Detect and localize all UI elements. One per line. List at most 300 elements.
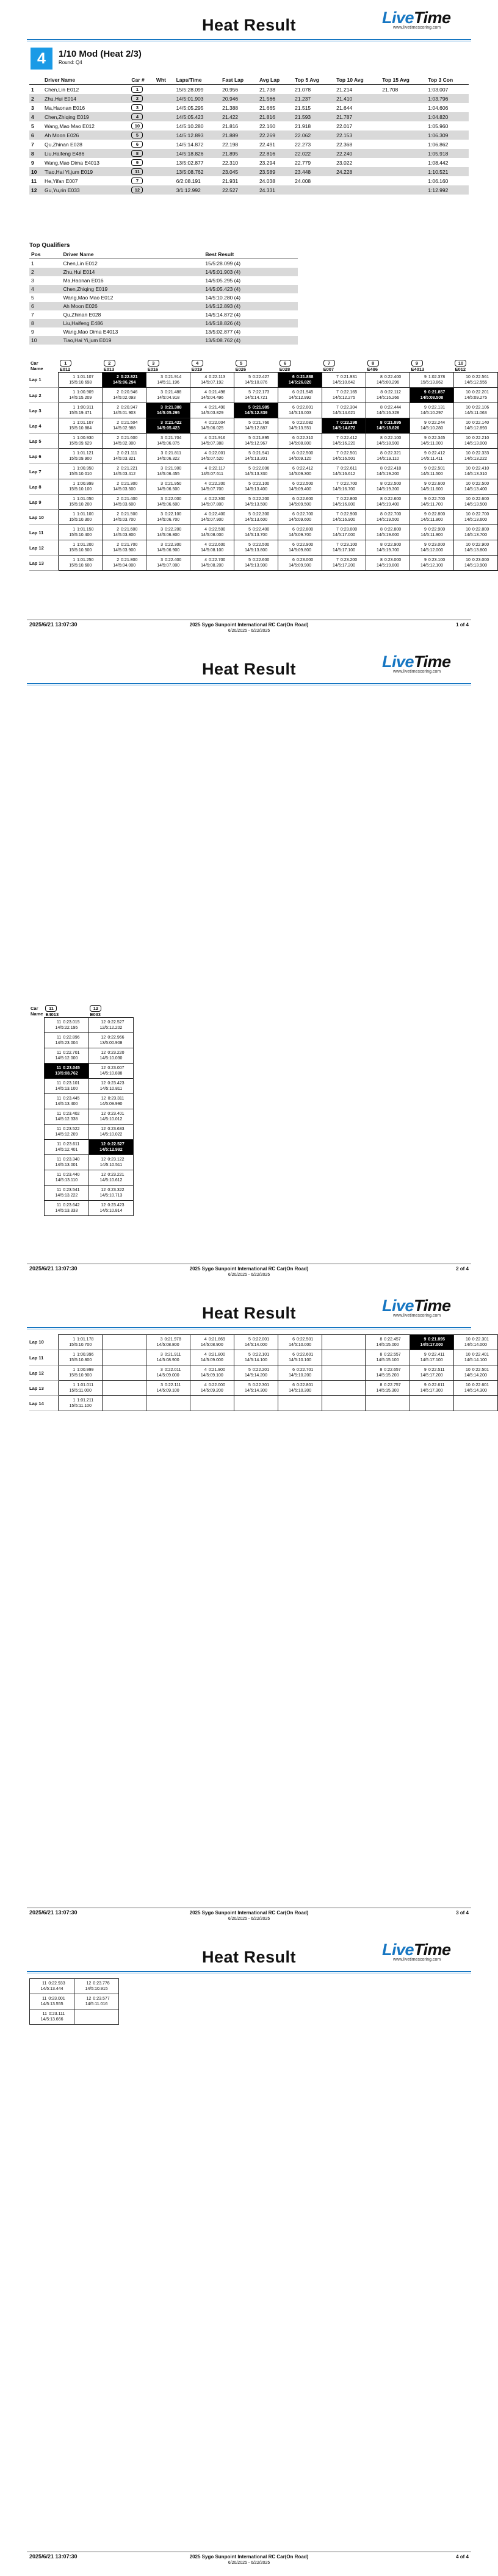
footer-page: 4 of 4	[456, 2554, 469, 2560]
results-cell-t3c: 1:12.992	[426, 185, 469, 195]
tq-cell-pos: 10	[29, 336, 61, 345]
lap-time: 0:22.600	[252, 558, 270, 562]
results-cell-pos: 10	[29, 167, 43, 176]
lap-time: 0:22.500	[296, 482, 314, 486]
lap-label	[29, 1094, 44, 1109]
lap-time: 0:21.869	[208, 1337, 225, 1342]
lap-cumulative: 14/5:11.000	[420, 442, 443, 446]
lap-cell	[410, 1350, 453, 1365]
lap-position: 4	[204, 406, 208, 410]
lap-position: 4	[204, 375, 208, 379]
lap-time-line	[59, 527, 102, 532]
results-cell-t15: 21.708	[382, 86, 399, 93]
car-number-badge: 10	[131, 123, 143, 129]
lap-time-line	[45, 1050, 88, 1056]
lap-time: 0:23.311	[107, 1097, 125, 1101]
lap-time: 1:00.911	[77, 406, 94, 410]
results-cell-fast: 21.895	[220, 149, 258, 158]
car-driver-code: E486	[367, 367, 378, 372]
lap-cell	[88, 1170, 133, 1186]
lap-time-line	[89, 1020, 133, 1025]
lap-cell	[410, 495, 454, 510]
lap-cell	[146, 434, 190, 449]
tq-cell-pos: 9	[31, 329, 34, 335]
results-cell-avg: 22.269	[258, 131, 293, 140]
lap-time-line	[45, 1035, 88, 1040]
lap-cell	[234, 1365, 278, 1381]
lap-cumulative: 14/5:12.100	[420, 564, 443, 568]
results-cell-t10: 23.022	[336, 159, 353, 166]
lap-cell	[44, 1064, 88, 1079]
lap-cumulative: 14/5:16.220	[333, 442, 356, 446]
tq-cell-best: 13/5:02.877 (4)	[205, 329, 241, 335]
lap-position: 11	[42, 2012, 47, 2016]
lap-position: 6	[292, 467, 295, 471]
lap-cell	[103, 556, 146, 571]
lap-position: 9	[424, 390, 427, 395]
lap-row	[29, 1994, 119, 2009]
lap-row	[29, 1186, 133, 1201]
lap-cell	[146, 1335, 190, 1350]
tq-cell-best: 14/5:05.423 (4)	[203, 285, 298, 293]
results-cell-t3c: 1:03.796	[426, 94, 469, 103]
report-title: Heat Result	[201, 660, 297, 678]
lap-grid-car-header	[190, 360, 234, 373]
lap-position: 8	[380, 1368, 383, 1372]
lap-cell	[366, 525, 410, 540]
lap-cumulative: 14/5:10.280	[420, 426, 443, 431]
results-cell-avg: 24.038	[259, 177, 275, 184]
lap-time: 7:22.173	[252, 390, 270, 395]
lap-time: 0:23.402	[63, 1112, 80, 1116]
lap-position: 3	[161, 436, 164, 440]
lap-position: 8	[380, 421, 383, 425]
lap-time: 0:22.900	[384, 543, 402, 547]
lap-position: 4	[204, 436, 208, 440]
lap-position: 11	[57, 1188, 62, 1192]
tq-cell-name: Chen,Lin E012	[63, 260, 98, 267]
lap-time-line	[278, 390, 322, 395]
tq-row	[29, 310, 298, 319]
lap-time: 0:23.401	[107, 1112, 125, 1116]
lap-time-line	[322, 481, 366, 487]
car-number-badge: 4	[192, 360, 203, 367]
lap-cumulative: 14/5:06.075	[157, 442, 180, 446]
lap-position: 7	[336, 421, 339, 425]
lap-cell	[453, 403, 497, 418]
lap-cell	[322, 479, 366, 495]
lap-time: 0:21.600	[121, 528, 138, 532]
results-cell-t5: 23.448	[293, 167, 334, 176]
lap-grid-page-2	[29, 1005, 134, 1216]
lap-cell	[322, 510, 366, 525]
results-cell-t3c: 1:06.309	[426, 131, 469, 140]
lap-cell	[59, 479, 103, 495]
lap-position: 3	[161, 467, 164, 471]
report-title: Heat Result	[201, 1948, 297, 1966]
lap-cell	[278, 1365, 322, 1381]
lap-cell	[88, 1186, 133, 1201]
lap-time: 0:22.701	[63, 1051, 80, 1055]
lap-time-line	[89, 1111, 133, 1117]
lap-cell	[190, 449, 234, 464]
lap-position: 9	[424, 467, 427, 471]
results-cell-t5: 22.779	[295, 159, 311, 166]
lap-cumulative: 14/5:10.612	[99, 1178, 123, 1182]
lap-cell	[146, 418, 190, 434]
lap-cell	[59, 540, 103, 556]
lap-time-line	[45, 1096, 88, 1101]
lap-cell	[59, 388, 103, 403]
lap-time: 1:01.100	[77, 512, 94, 517]
lap-time: 0:22.300	[209, 497, 226, 501]
lap-time: 0:23.111	[48, 2012, 65, 2016]
logo-site: www.livetimescoring.com	[393, 670, 441, 674]
lap-time-line	[89, 1187, 133, 1193]
lap-position: 5	[248, 1368, 251, 1372]
lap-cumulative: 14/5:03.500	[113, 487, 136, 492]
lap-time: 0:22.511	[428, 1368, 445, 1372]
lap-time: 0:22.601	[472, 1383, 489, 1387]
lap-time-line	[234, 1352, 278, 1358]
car-header-stack	[236, 360, 277, 372]
lap-position: 5	[248, 467, 251, 471]
lap-position: 10	[466, 528, 471, 532]
lap-cell	[103, 1350, 146, 1365]
lap-time-line	[103, 390, 146, 395]
car-number-badge: 10	[455, 360, 466, 367]
lap-position: 5	[248, 390, 251, 395]
lap-cell	[366, 434, 410, 449]
lap-label: Lap 13	[29, 556, 59, 571]
lap-time-line	[59, 1367, 102, 1373]
lap-time: 0:23.642	[63, 1203, 80, 1208]
results-row	[29, 176, 469, 185]
lap-cell	[366, 495, 410, 510]
lap-row	[29, 1064, 133, 1079]
lap-row	[29, 1094, 133, 1109]
lap-cumulative: 14/5:13.700	[245, 533, 268, 537]
lap-time-line	[366, 1337, 409, 1342]
tq-col-header: Driver Name	[61, 250, 203, 259]
lap-time: 1:01.250	[77, 558, 94, 562]
lap-cell	[322, 540, 366, 556]
lap-time-line	[410, 1337, 453, 1342]
lap-time-line	[278, 1383, 322, 1388]
lap-cumulative: 14/5:06.600	[157, 503, 180, 507]
lap-time-line	[454, 451, 497, 456]
results-cell-laps: 6/2:08.191	[176, 177, 201, 184]
lap-time-line	[410, 496, 453, 502]
lap-cumulative: 14/5:17.100	[333, 548, 356, 553]
lap-label: Lap 11	[29, 1350, 59, 1365]
lap-cell	[190, 1350, 234, 1365]
lap-time: 0:20.947	[121, 406, 138, 410]
lap-time: 0:22.100	[252, 482, 270, 486]
lap-cumulative: 14/5:10.811	[99, 1087, 123, 1091]
lap-cumulative: 14/5:12.887	[245, 426, 268, 431]
lap-cumulative: 14/5:12.209	[55, 1132, 78, 1137]
results-cell-t15	[380, 94, 426, 103]
footer-date: 2025/6/21 13:07:30	[29, 621, 78, 628]
lap-cell	[410, 1335, 453, 1350]
lap-time-line	[45, 1157, 88, 1162]
lap-cumulative: 15/5:10.500	[69, 548, 92, 553]
lap-time-line	[190, 557, 234, 563]
lap-time-line	[278, 435, 322, 441]
lap-position: 8	[380, 558, 383, 562]
lap-position: 2	[117, 543, 120, 547]
lap-cell	[322, 1381, 366, 1396]
lap-cell	[103, 403, 146, 418]
lap-time-line	[410, 481, 453, 487]
lap-time-line	[59, 405, 102, 410]
lap-position: 12	[101, 1051, 106, 1055]
lap-position: 11	[57, 1036, 62, 1040]
name-label: Name	[31, 1011, 43, 1017]
results-cell-pos: 4	[29, 112, 43, 121]
lap-time: 0:22.800	[340, 497, 358, 501]
lap-time-line	[322, 512, 366, 517]
lap-cumulative: 14/5:09.100	[200, 1373, 223, 1378]
tq-row	[29, 293, 298, 302]
lap-cumulative: 14/5:14.621	[333, 411, 356, 415]
lap-grid-car-header	[322, 360, 366, 373]
results-cell-avg: 21.738	[259, 86, 275, 93]
lap-time-line	[190, 405, 234, 410]
lap-time: 0:22.444	[384, 406, 402, 410]
lap-cell	[410, 556, 454, 571]
results-row	[29, 149, 469, 158]
tq-cell-best: 14/5:10.280 (4)	[205, 295, 241, 301]
lap-position: 12	[101, 1157, 106, 1162]
lap-cell	[103, 1365, 146, 1381]
results-cell-laps: 3/1:12.992	[175, 185, 221, 195]
lap-cumulative: 14/5:10.915	[85, 1987, 108, 1991]
lap-cumulative: 14/5:15.100	[376, 1358, 399, 1362]
lap-position: 6	[292, 451, 295, 456]
lap-time: 0:22.900	[296, 543, 314, 547]
car-number-badge: 2	[104, 360, 115, 367]
lap-position: 1	[73, 390, 76, 395]
lap-row	[29, 525, 498, 540]
lap-cell	[88, 1048, 133, 1064]
lap-cumulative: 14/5:08.800	[289, 442, 312, 446]
lap-cumulative: 14/5:13.100	[55, 1087, 78, 1091]
lap-cell	[88, 1018, 133, 1033]
lap-cumulative: 14/5:14.000	[244, 1343, 267, 1347]
lap-cell	[234, 556, 278, 571]
lap-cell	[74, 1994, 119, 2009]
results-cell-t10: 21.644	[336, 104, 353, 111]
lap-time: 0:22.900	[472, 543, 489, 547]
lap-time: 0:21.221	[121, 467, 138, 471]
lap-time-line	[103, 374, 146, 380]
lap-time: 0:23.100	[340, 543, 358, 547]
lap-time-line	[454, 542, 497, 548]
results-cell-t15	[380, 140, 426, 149]
lap-time-line	[190, 1352, 234, 1358]
results-cell-car	[129, 185, 154, 195]
lap-cell	[322, 373, 366, 388]
lap-position: 7	[336, 482, 339, 486]
lap-cell	[30, 2009, 74, 2025]
lap-cumulative: 14/5:07.000	[157, 564, 180, 568]
lap-cell	[234, 540, 278, 556]
lap-position: 11	[57, 1112, 62, 1116]
lap-time: 0:21.700	[121, 543, 138, 547]
lap-cumulative: 14/5:11.700	[420, 503, 443, 507]
results-cell-pos: 11	[31, 177, 37, 184]
footer-page: 1 of 4	[456, 622, 469, 628]
lap-time-line	[234, 512, 278, 517]
lap-cell	[278, 464, 322, 479]
car-header-stack	[280, 360, 321, 372]
results-row	[29, 131, 469, 140]
tq-cell-name: Tiao,Hai Yi,jum E019	[61, 336, 203, 345]
lap-cell	[44, 1018, 88, 1033]
lap-time: 0:22.611	[341, 467, 357, 471]
lap-time-line	[45, 1203, 88, 1208]
lap-time: 0:22.101	[252, 1353, 270, 1357]
lap-time-line	[89, 1172, 133, 1178]
lap-cell	[190, 495, 234, 510]
lap-cell	[103, 388, 146, 403]
lap-time-line	[190, 512, 234, 517]
lap-cell	[410, 373, 454, 388]
lap-time: 0:22.657	[384, 1368, 401, 1372]
lap-position: 10	[466, 375, 471, 379]
results-cell-laps: 14/5:10.280	[176, 123, 204, 129]
lap-position: 8	[380, 467, 383, 471]
lap-row	[29, 1396, 498, 1411]
footer-dates: 6/20/2025 - 6/22/2025	[228, 1917, 270, 1921]
lap-cumulative: 14/5:10.814	[99, 1209, 123, 1213]
lap-cumulative: 14/5:04.496	[201, 396, 224, 400]
lap-cell	[453, 434, 497, 449]
car-header-stack	[192, 360, 233, 372]
lap-grid-page-1	[29, 360, 498, 571]
lap-position: 10	[466, 421, 471, 425]
lap-position: 7	[336, 467, 339, 471]
lap-cell	[59, 464, 103, 479]
lap-cumulative: 15/5:09.900	[69, 457, 92, 461]
lap-position: 2	[117, 467, 120, 471]
lap-cumulative: 15/5:10.300	[69, 518, 92, 522]
lap-position: 10	[466, 436, 471, 440]
lap-position: 12	[101, 1020, 106, 1025]
car-number-badge: 1	[131, 86, 143, 93]
car-header-stack	[45, 1005, 87, 1017]
lap-cumulative: 15/5:10.010	[69, 472, 92, 476]
lap-position: 12	[101, 1036, 106, 1040]
page-4	[0, 1932, 498, 2576]
lap-cumulative: 13/5:00.908	[99, 1041, 123, 1045]
lap-cumulative: 14/5:13.555	[40, 2002, 63, 2006]
lap-time: 0:23.000	[296, 558, 314, 562]
lap-position: 1	[73, 451, 76, 456]
lap-position: 3	[161, 497, 164, 501]
results-cell-t3c: 1:04.606	[428, 104, 449, 111]
lap-cell	[59, 449, 103, 464]
lap-time: 0:22.301	[252, 1383, 270, 1387]
lap-cell	[59, 1365, 103, 1381]
lap-time-line	[278, 451, 322, 456]
lap-time: 0:22.410	[472, 467, 489, 471]
lap-cumulative: 14/5:11.063	[464, 411, 487, 415]
lap-cell	[410, 1381, 453, 1396]
lap-position: 8	[380, 451, 383, 456]
lap-cumulative: 14/5:16.501	[333, 457, 356, 461]
lap-time-line	[454, 435, 497, 441]
lap-time: 0:22.300	[252, 512, 270, 517]
lap-time-line	[103, 542, 146, 548]
lap-time: 0:22.117	[209, 467, 226, 471]
lap-time-line	[278, 466, 322, 471]
lap-position: 4	[204, 1368, 207, 1372]
lap-cell	[278, 1381, 322, 1396]
lap-cell	[103, 449, 146, 464]
lap-time-line	[234, 481, 278, 487]
lap-time: 0:21.300	[121, 482, 138, 486]
results-cell-pos: 6	[29, 131, 43, 140]
lap-position: 9	[424, 528, 427, 532]
lap-time-line	[278, 374, 322, 380]
lap-cell	[366, 403, 410, 418]
lap-cell	[453, 540, 497, 556]
lap-time: 0:22.400	[165, 558, 182, 562]
lap-time: 0:23.000	[472, 558, 489, 562]
lap-cell	[44, 1201, 88, 1216]
results-cell-car	[129, 140, 154, 149]
lap-position: 4	[204, 528, 208, 532]
car-driver-code: E019	[191, 367, 203, 372]
lap-label	[29, 1064, 44, 1079]
footer-date: 2025/6/21 13:07:30	[29, 2553, 78, 2560]
lap-cumulative: 14/5:15.000	[376, 1343, 399, 1347]
lap-cumulative: 14/5:08.800	[156, 1343, 179, 1347]
lap-cell	[366, 556, 410, 571]
lap-cell	[103, 434, 146, 449]
lap-time-line	[89, 1203, 133, 1208]
lap-time: 0:23.045	[63, 1066, 80, 1070]
lap-cumulative: 14/5:07.700	[201, 487, 224, 492]
lap-cumulative: 14/5:09.600	[289, 518, 312, 522]
lap-cumulative: 14/5:14.200	[464, 1373, 487, 1378]
lap-cumulative: 14/5:03.829	[201, 411, 224, 415]
lap-time: 0:22.418	[384, 467, 402, 471]
lap-time-line	[366, 1383, 409, 1388]
lap-cell	[322, 556, 366, 571]
lap-position: 5	[248, 482, 251, 486]
lap-cumulative: 15/5:10.884	[69, 426, 92, 431]
lap-time: 0:21.978	[164, 1337, 181, 1342]
results-cell-t5: 21.918	[295, 123, 311, 129]
car-number-badge: 3	[131, 104, 143, 111]
lap-cumulative: 14/5:12.275	[333, 396, 356, 400]
results-cell-laps: 14/5:12.893	[175, 131, 221, 140]
lap-cell	[322, 418, 366, 434]
lap-time: 1:01.178	[77, 1337, 94, 1342]
lap-position: 4	[204, 390, 208, 395]
lap-grid-header-row	[29, 360, 498, 373]
lap-cell	[88, 1094, 133, 1109]
lap-position: 11	[42, 1981, 47, 1986]
lap-cumulative: 15/5:10.100	[69, 487, 92, 492]
lap-position: 9	[424, 482, 427, 486]
results-cell-t3c: 1:03.007	[428, 86, 449, 93]
lap-cell	[453, 1396, 497, 1411]
